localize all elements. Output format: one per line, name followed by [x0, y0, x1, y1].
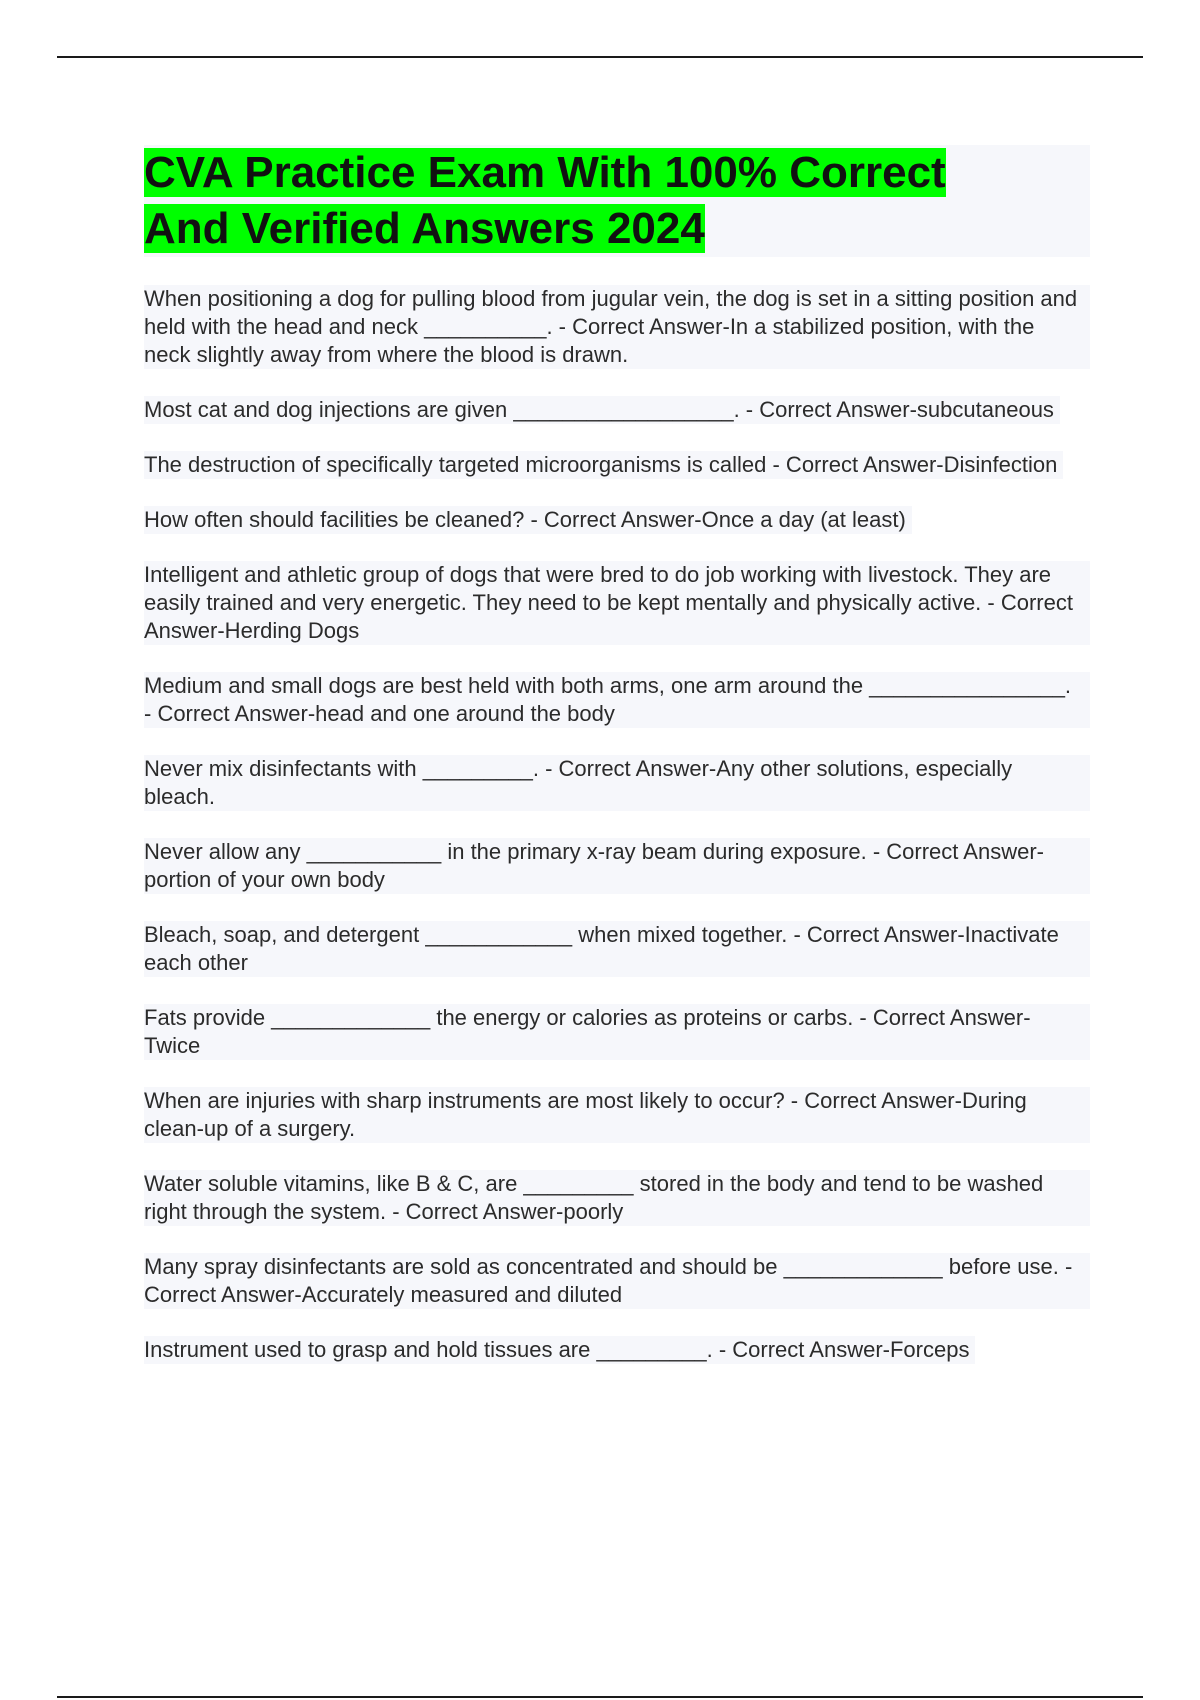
question-answer-item: Never allow any ___________ in the primary x-ray beam during exposure. - Correct Answer-portion of your own body: [144, 838, 1090, 894]
question-answer-item: Intelligent and athletic group of dogs that were bred to do job working with livestock. They are easily trained and very energetic. They need to be kept mentally and physically active. - Correct Answer-Herding Dogs: [144, 561, 1090, 645]
question-answer-item: Many spray disinfectants are sold as concentrated and should be _____________ before use. - Correct Answer-Accurately measured and diluted: [144, 1253, 1090, 1309]
question-answer-item: Fats provide _____________ the energy or calories as proteins or carbs. - Correct Answer-Twice: [144, 1004, 1090, 1060]
question-answer-item: Water soluble vitamins, like B & C, are _________ stored in the body and tend to be washed right through the system. - Correct Answer-poorly: [144, 1170, 1090, 1226]
document-title: [144, 145, 1090, 257]
question-answer-item: How often should facilities be cleaned? - Correct Answer-Once a day (at least): [144, 506, 912, 534]
question-answer-item: Bleach, soap, and detergent ____________ when mixed together. - Correct Answer-Inactivate each other: [144, 921, 1090, 977]
title-block: [144, 145, 1090, 257]
question-answer-item: When are injuries with sharp instruments are most likely to occur? - Correct Answer-During clean-up of a surgery.: [144, 1087, 1090, 1143]
question-answer-item: When positioning a dog for pulling blood from jugular vein, the dog is set in a sitting position and held with the head and neck __________. - Correct Answer-In a stabilized position, with the neck slightly away from where the blood is drawn.: [144, 285, 1090, 369]
question-answer-item: Never mix disinfectants with _________. - Correct Answer-Any other solutions, especially bleach.: [144, 755, 1090, 811]
question-answer-item: Most cat and dog injections are given __________________. - Correct Answer-subcutaneous: [144, 396, 1060, 424]
document-body: [144, 145, 1090, 1391]
question-answer-item: The destruction of specifically targeted microorganisms is called - Correct Answer-Disinfection: [144, 451, 1063, 479]
title-line-1: CVA Practice Exam With 100% Correct: [144, 148, 946, 197]
question-list: [144, 285, 1090, 1391]
top-divider: [57, 56, 1143, 58]
question-answer-item: Medium and small dogs are best held with both arms, one arm around the ________________. - Correct Answer-head and one around the body: [144, 672, 1090, 728]
title-line-2: And Verified Answers 2024: [144, 204, 705, 253]
bottom-divider: [57, 1696, 1143, 1698]
question-answer-item: Instrument used to grasp and hold tissues are _________. - Correct Answer-Forceps: [144, 1336, 975, 1364]
